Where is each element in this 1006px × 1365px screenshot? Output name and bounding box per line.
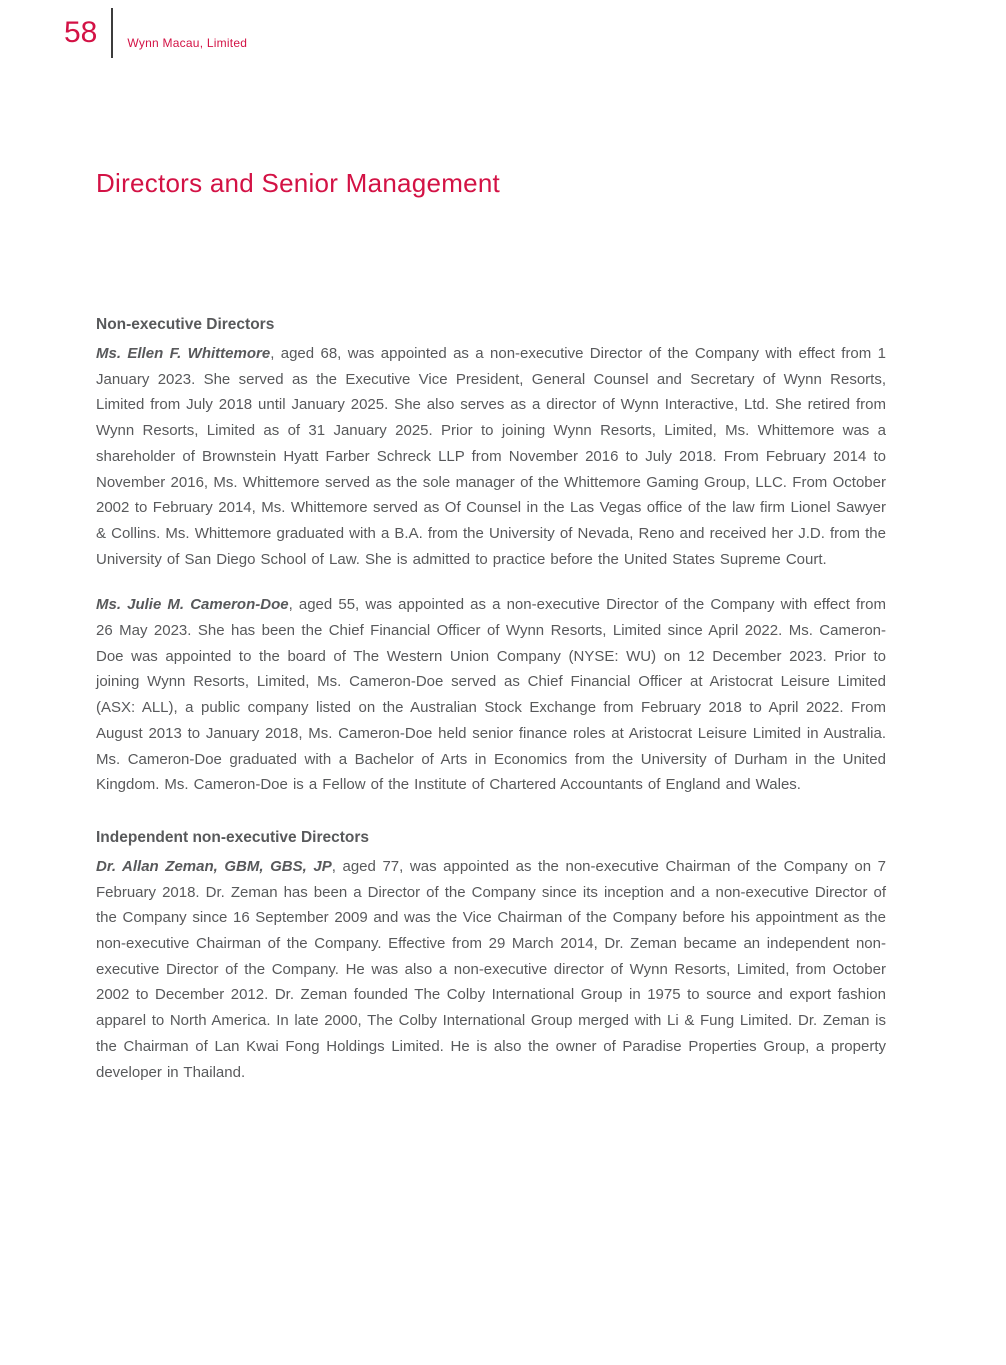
bio-paragraph-whittemore xyxy=(96,341,886,572)
section-independent-non-executive-directors xyxy=(96,828,886,1085)
section-heading: Non-executive Directors xyxy=(96,316,275,333)
director-name: Ms. Julie M. Cameron-Doe xyxy=(96,596,289,614)
page-title: Directors and Senior Management xyxy=(96,168,501,198)
director-name: Dr. Allan Zeman, GBM, GBS, JP xyxy=(96,857,332,875)
section-heading: Independent non-executive Directors xyxy=(96,828,370,846)
page-header xyxy=(64,8,247,58)
page-content xyxy=(0,168,1006,1085)
bio-paragraph-zeman xyxy=(96,854,886,1085)
director-name: Ms. Ellen F. Whittemore xyxy=(96,345,271,362)
bio-text: , aged 55, was appointed as a non-executive Director of the Company with effect from 26 May 2023. She has been the Chief Financial Officer of Wynn Resorts, Limited since April 2022. Ms. Cameron-Doe was appointed to the board of The Western Union Company (NYSE: WU) on 12 December 2023. Prior to joining Wynn Resorts, Limited, Ms. Cameron-Doe served as Chief Financial Officer at Aristocrat Leisure Limited (ASX: ALL), a public company listed on the Australian Stock Exchange from February 2018 to April 2022. From August 2013 to January 2018, Ms. Cameron-Doe held senior finance roles at Aristocrat Leisure Limited in Australia. Ms. Cameron-Doe graduated with a Bachelor of Arts in Economics from the University of Durham in the United Kingdom. Ms. Cameron-Doe is a Fellow of the Institute of Chartered Accountants of England and Wales. xyxy=(96,596,886,794)
section-non-executive-directors xyxy=(96,315,886,798)
page-number: 58 xyxy=(64,16,98,49)
bio-paragraph-cameron-doe xyxy=(96,592,886,798)
bio-text: , aged 68, was appointed as a non-executive Director of the Company with effect from 1 January 2023. She served as the Executive Vice President, General Counsel and Secretary of Wynn Resorts, Limited from July 2018 until January 2025. She also serves as a director of Wynn Interactive, Ltd. She retired from Wynn Resorts, Limited as of 31 January 2025. Prior to joining Wynn Resorts, Limited, Ms. Whittemore was a shareholder of Brownstein Hyatt Farber Schreck LLP from November 2016 to July 2018. From February 2014 to November 2016, Ms. Whittemore served as the sole manager of the Whittemore Gaming Group, LLC. From October 2002 to February 2014, Ms. Whittemore served as Of Counsel in the Las Vegas office of the law firm Lionel Sawyer & Collins. Ms. Whittemore graduated with a B.A. from the University of Nevada, Reno and received her J.D. from the University of San Diego School of Law. She is admitted to practice before the United States Supreme Court. xyxy=(96,345,886,568)
bio-text: , aged 77, was appointed as the non-executive Chairman of the Company on 7 February 2018. Dr. Zeman has been a Director of the Company since its inception and a non-executive Director of the Company since 16 September 2009 and was the Vice Chairman of the Company before his appointment as the non-executive Chairman of the Company. Effective from 29 March 2014, Dr. Zeman became an independent non-executive Director of the Company. He was also a non-executive director of Wynn Resorts, Limited, from October 2002 to December 2012. Dr. Zeman founded The Colby International Group in 1975 to source and export fashion apparel to North America. In late 2000, The Colby International Group merged with Li & Fung Limited. Dr. Zeman is the Chairman of Lan Kwai Fong Holdings Limited. He is also the owner of Paradise Properties Group, a property developer in Thailand. xyxy=(96,857,886,1081)
company-name: Wynn Macau, Limited xyxy=(127,36,248,50)
